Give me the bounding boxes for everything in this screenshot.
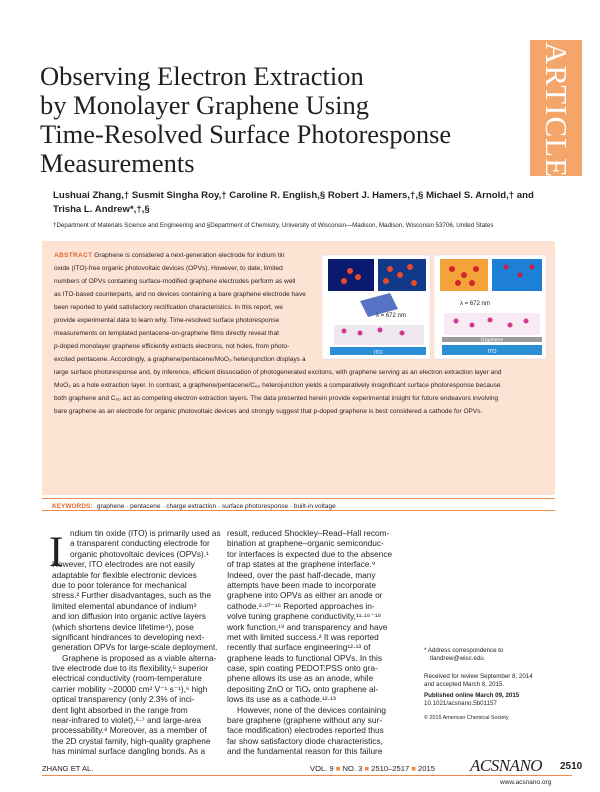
author-line: Lushuai Zhang,† Susmit Singha Roy,† Caroline R. English,§ Robert J. Hamers,†,§ Michael S. Arnold,† and (53, 190, 534, 201)
abstract-line: p-doped monolayer graphene efficiently extracts electrons, not holes, from photo- (54, 343, 290, 350)
abstract-line: numbers of OPVs containing surface-modified graphene electrodes perform as well (54, 278, 296, 285)
title-line: Measurements (40, 148, 195, 178)
body-line: tive electrode due to its flexibility,⁵ superior (52, 663, 209, 674)
body-line: depositing ZnO or TiOₓ onto graphene al- (227, 683, 379, 694)
body-line: significant hindrances to developing next- (52, 631, 205, 642)
body-line: of trap states at the graphene interface.⁹ (227, 559, 376, 570)
body-line: met with limited success.² It was reported (227, 631, 379, 642)
copyright: © 2015 American Chemical Society (424, 715, 509, 721)
body-line: near-infrared to violet),⁵·⁷ and large-area (52, 715, 201, 726)
body-column-2 (227, 528, 392, 757)
body-line: adaptable for flexible electronic devices (52, 569, 197, 580)
body-line: case, spin coating PEDOT:PSS onto gra- (227, 663, 378, 674)
body-line: tor interfaces is expected due to the absence (227, 548, 393, 559)
toc-wavelength-right: λ = 672 nm (460, 301, 490, 307)
body-line: lows its use as a cathode.¹²·¹³ (227, 694, 336, 705)
correspondence-label: * Address correspondence to (424, 647, 504, 654)
body-line: cathode.²·¹⁰⁻¹⁶ Reported approaches in- (227, 600, 375, 611)
abstract-line: MoO₃ as a hole extraction layer. In contrast, a graphene/pentacene/C₆₀ heterojunction yields a comparatively insignificant surface photoresponse because (54, 382, 501, 389)
toc-panel-ito (322, 255, 430, 359)
body-line: processability.⁸ Moreover, as a member of (52, 725, 207, 736)
footer-number: NO. 3 (342, 764, 363, 773)
toc-substrate-right: Graphene (480, 337, 504, 344)
abstract-label: ABSTRACT (54, 252, 93, 259)
abstract-line: excited pentacene. Accordingly, a graphene/pentacene/MoO₃ heterojunction displays a (54, 356, 306, 363)
drop-cap: I (49, 529, 64, 576)
body-line: bination at graphene–organic semiconduc- (227, 538, 384, 549)
abstract-line-first (54, 250, 285, 263)
abstract-line: both graphene and C₆₀ act as competing electron extraction layers. The data presented herein provide experimental insight for future endeavors involving (54, 395, 499, 402)
body-line: far show satisfactory diode characteristics, (227, 735, 383, 746)
body-line: carrier mobility ~20000 cm² V⁻¹ s⁻¹),⁶ high (52, 683, 208, 694)
website-link[interactable]: www.acsnano.org (500, 779, 552, 786)
body-line: and ion diffusion into organic active layers (52, 611, 206, 622)
body-line: phene allows its use as an anode, while (227, 673, 374, 684)
abstract-line: bare graphene as an electrode for organic photovoltaic devices and strongly suggest that p-doped graphene is best considered a cathode for OPVs. (54, 408, 483, 415)
author-list (53, 189, 534, 217)
body-line: attempts have been made to incorporate (227, 579, 376, 590)
abstract-line: Graphene is considered a next-generation electrode for indium tin (94, 252, 285, 259)
title-line: by Monolayer Graphene Using (40, 90, 369, 120)
title-line: Observing Electron Extraction (40, 61, 364, 91)
body-column-1-top (70, 528, 221, 559)
doi-link[interactable]: 10.1021/acsnano.5b01157 (424, 700, 497, 708)
received-note (424, 673, 533, 690)
body-line: optical transparency (only 2.3% of inci- (52, 694, 195, 705)
body-line: and the fundamental reason for this failure (227, 746, 383, 757)
title-line: Time-Resolved Surface Photoresponse (40, 119, 452, 149)
article-title (40, 62, 510, 178)
received-line: Received for review September 8, 2014 (424, 673, 533, 680)
publication-note (424, 692, 519, 709)
body-line: ndium tin oxide (ITO) is primarily used as (70, 528, 221, 538)
body-line: However, none of the devices containing (237, 704, 386, 715)
page-number: 2510 (560, 761, 583, 772)
footer-year: 2015 (418, 764, 435, 773)
correspondence-note (424, 647, 503, 664)
body-line: result, reduced Shockley–Read–Hall recom- (227, 528, 390, 538)
toc-substrate-right-ito: ITO (487, 349, 497, 355)
body-line: However, ITO electrodes are not easily (52, 559, 195, 570)
body-line: electrical conductivity (room-temperature (52, 673, 202, 684)
toc-panel-graphene (434, 255, 546, 359)
footer-citation: VOL. 9 ■ NO. 3 ■ 2510–2517 ■ 2015 (310, 764, 435, 773)
published-line: Published online March 09, 2015 (424, 692, 520, 699)
body-line: graphene into OPVs as either an anode or (227, 590, 383, 601)
toc-substrate-left: ITO (373, 350, 383, 356)
keywords-text: graphene · pentacene · charge extraction · surface photoresponse · built-in voltage (96, 503, 336, 510)
abstract-line: measurements on templated pentacene-on-graphene films directly reveal that (54, 330, 279, 337)
section-tab-label: ARTICLE (539, 42, 574, 179)
footer-authors: ZHANG ET AL. (42, 764, 94, 773)
section-tab (530, 40, 582, 179)
footer-pages: 2510–2517 (371, 764, 410, 773)
abstract-line: as ITO-based counterparts, and no devices containing a bare graphene electrode have (54, 291, 306, 298)
keywords-row (52, 499, 336, 512)
abstract-line: been reported to yield satisfactory rectification characteristics. In this report, we (54, 304, 283, 311)
body-line: due to poor tolerance for mechanical (52, 579, 187, 590)
body-line: dent light absorbed in the range from (52, 704, 188, 715)
body-line: recently that surface engineering¹²·¹³ of (227, 642, 371, 653)
body-line: a transparent conducting electrode for (70, 538, 210, 549)
author-line: Trisha L. Andrew*,†,§ (53, 204, 150, 215)
footer-volume: VOL. 9 (310, 764, 334, 773)
toc-wavelength-left: λ = 672 nm (376, 313, 406, 319)
abstract-line: large surface photoresponse and, by inference, efficient dissociation of photogenerated excitons, with graphene serving as an electron extraction layer and (54, 369, 502, 376)
body-line: Indeed, over the past half-decade, many (227, 569, 376, 580)
body-line: Graphene is proposed as a viable alterna- (62, 652, 217, 663)
abstract-line: oxide (ITO)-free organic photovoltaic devices (OPVs). However, to date, limited (54, 265, 283, 272)
acsnano-logo: ACSNANO (470, 756, 543, 775)
correspondence-email[interactable]: tlandrew@wisc.edu. (430, 655, 486, 663)
body-line: organic photovoltaic devices (OPVs).¹ (70, 548, 209, 559)
body-line: work function,¹⁹ and transparency and have (227, 621, 388, 632)
body-line: (which shortens device lifetime⁴), pose (52, 621, 194, 632)
body-line: limited elemental abundance of indium³ (52, 600, 197, 611)
body-line: generation OPVs for large-scale deployment. (52, 642, 218, 653)
body-line: has minimal surface dangling bonds. As a (52, 746, 206, 757)
affiliation: †Department of Materials Science and Engineering and §Department of Chemistry, University of Wisconsin—Madison, Madison, Wisconsin 53706, United States (53, 222, 494, 229)
abstract-line: provide experimental data to learn why. Time-resolved surface photoresponse (54, 317, 280, 324)
body-line: graphene leads to functional OPVs. In this (227, 652, 382, 663)
body-line: face modification) electrodes reported thus (227, 725, 384, 736)
body-line: the 2D crystal family, high-quality graphene (52, 735, 211, 746)
received-line: and accepted March 8, 2015. (424, 681, 505, 689)
body-column-1 (52, 559, 218, 756)
body-line: volve tuning graphene conductivity,¹¹·¹⁶⁻¹⁸ (227, 611, 382, 622)
body-line: bare graphene (graphene without any sur- (227, 715, 382, 726)
toc-figure (320, 253, 548, 365)
keywords-label: KEYWORDS: (52, 503, 93, 510)
body-line: stress.² Further disadvantages, such as the (52, 590, 212, 601)
